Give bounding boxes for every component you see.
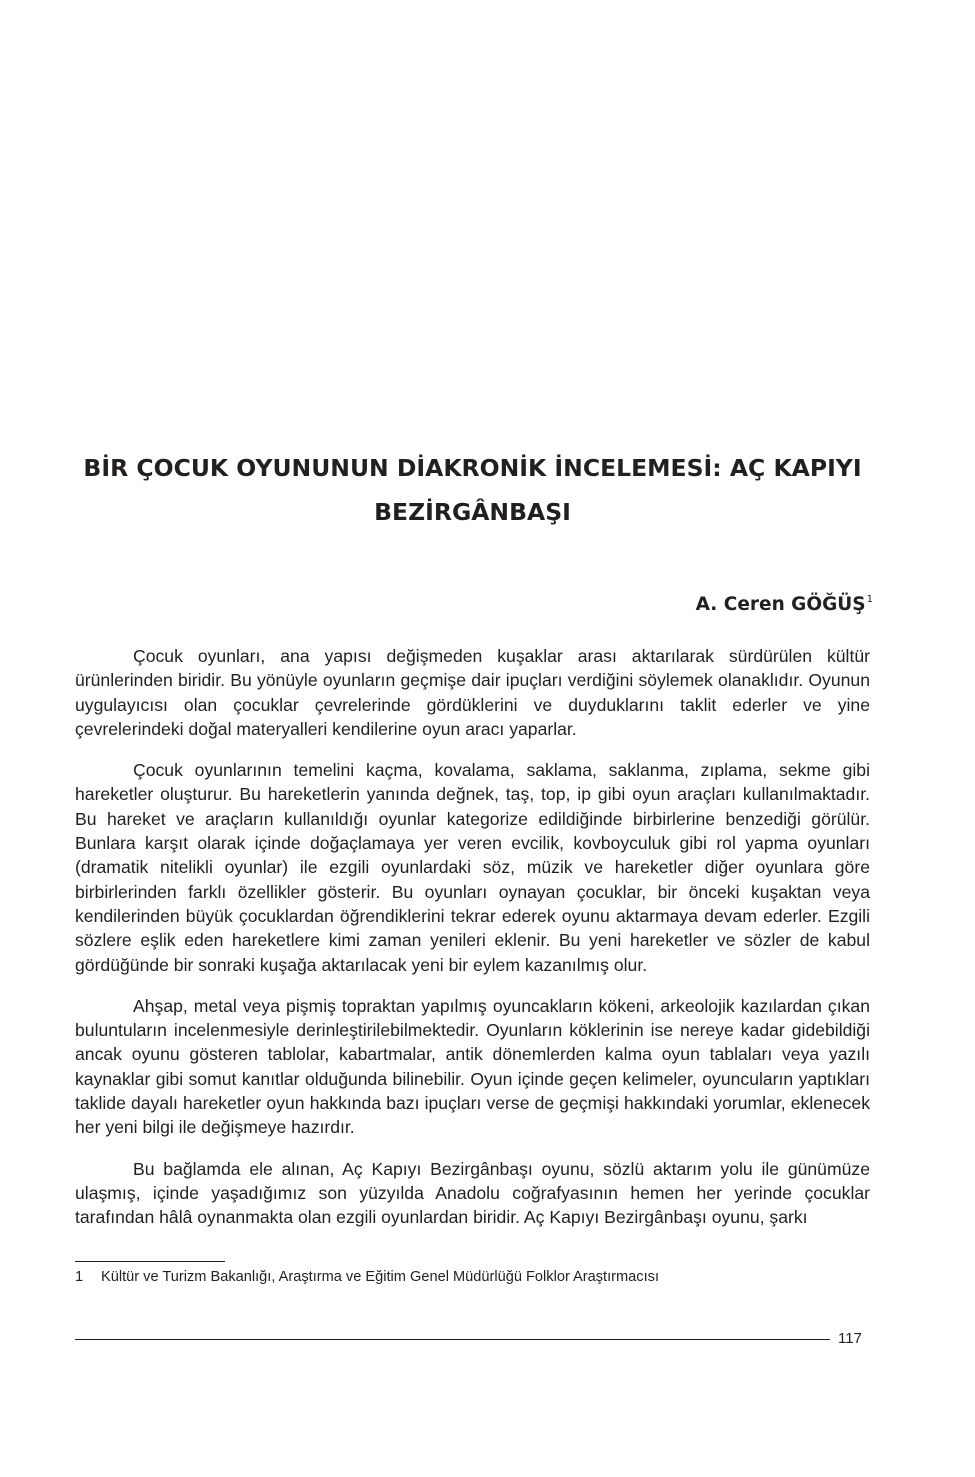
footnote-number: 1 xyxy=(75,1269,84,1285)
paragraph: Ahşap, metal veya pişmiş topraktan yapılmış oyuncakların kökeni, arkeolojik kazılardan çıkan buluntuların incelenmesiyle derinleştirilebilmektedir. Oyunların köklerinin ise nereye kadar gidebildiği ancak oyunu gösteren tablolar, kabartmalar, antik dönemlerden kalma oyun tablaları veya yazılı kaynaklar gibi somut kanıtlar olduğunda bilinebilir. Oyun içinde geçen kelimeler, oyuncuların yaptıkları taklide dayalı hareketler oyun hakkında bazı ipuçları verse de geçmişi hakkındaki yorumlar, eklenecek her yeni bilgi ile değişmeye hazırdır. xyxy=(75,995,870,1138)
article-title-line-1: BİR ÇOCUK OYUNUNUN DİAKRONİK İNCELEMESİ: AÇ KAPIYI xyxy=(83,454,862,482)
page-number: 117 xyxy=(838,1330,862,1347)
paragraph: Çocuk oyunları, ana yapısı değişmeden kuşaklar arası aktarılarak sürdürülen kültür ürünlerinden biridir. Bu yönüyle oyunların geçmişe dair ipuçları verdiğini söylemek olanaklıdır. Oyunun uygulayıcısı olan çocuklar çevrelerinde gördüklerini ve duyduklarını taklit ederler ve yine çevrelerindeki doğal materyalleri kendilerine oyun aracı yaparlar. xyxy=(75,646,870,739)
paragraph: Çocuk oyunlarının temelini kaçma, kovalama, saklama, saklanma, zıplama, sekme gibi hareketler oluşturur. Bu hareketlerin yanında değnek, taş, top, ip gibi oyun araçları kullanılmaktadır. Bu hareket ve araçların kullanıldığı oyunlar kategorize edildiğinde birbirlerine benzediği görülür. Bunlara karşıt olarak içinde doğaçlamaya yer veren evcilik, kovboyculuk gibi rol yapma oyunları (dramatik nitelikli oyunlar) ile ezgili oyunlardaki söz, müzik ve hareketler diğer oyunlara göre birbirlerinden farklı özellikler gösterir. Bu oyunları oynayan çocuklar, bir önceki kuşaktan veya kendilerinden büyük çocuklardan öğrendiklerini tekrar ederek oyunu aktarmaya devam ederler. Ezgili sözlere eşlik eden hareketlere kimi zaman yenileri eklenir. Bu yeni hareketler ve sözler de kabul gördüğünde bir sonraki kuşağa aktarılacak yeni bir eylem kazanılmış olur. xyxy=(75,760,870,975)
author-name: A. Ceren GÖĞÜŞ xyxy=(695,594,866,615)
footnote-text: Kültür ve Turizm Bakanlığı, Araştırma ve Eğitim Genel Müdürlüğü Folklor Araştırmacısı xyxy=(101,1269,660,1285)
author-line xyxy=(696,588,873,617)
paragraph: Bu bağlamda ele alınan, Aç Kapıyı Bezirgânbaşı oyunu, sözlü aktarım yolu ile günümüze ulaşmış, içinde yaşadığımız son yüzyılda Anadolu coğrafyasının hemen her yerinde çocuklar tarafından hâlâ oynanmakta olan ezgili oyunlardan biridir. Aç Kapıyı Bezirgânbaşı oyunu, şarkı xyxy=(75,1158,870,1228)
article-title xyxy=(75,446,870,534)
body-text xyxy=(75,644,870,1247)
footnote-divider xyxy=(75,1261,225,1262)
footnote xyxy=(75,1267,875,1287)
footer-divider xyxy=(75,1339,830,1340)
author-footnote-mark: 1 xyxy=(866,594,873,605)
article-title-line-2: BEZİRGÂNBAŞI xyxy=(374,498,571,526)
